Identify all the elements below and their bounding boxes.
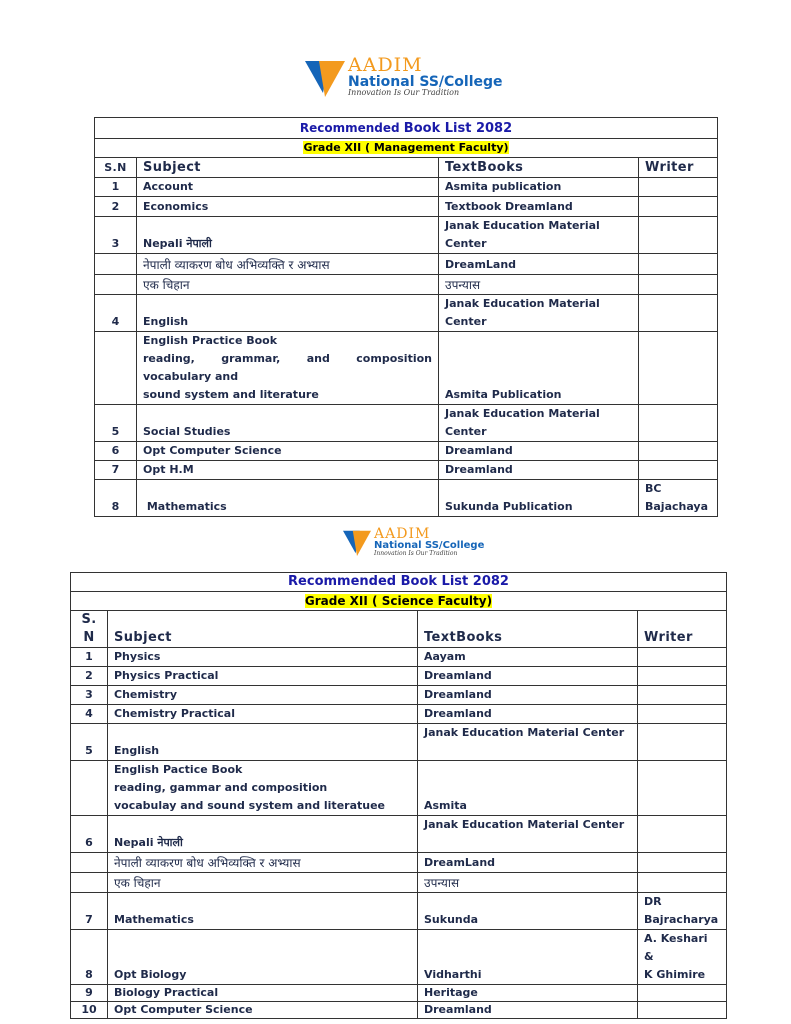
science-book-table (70, 572, 727, 1019)
table-row: 9 Biology Practical Heritage (71, 985, 727, 1002)
header-textbooks: TextBooks (439, 158, 639, 178)
table-row: 3 Chemistry Dreamland (71, 686, 727, 705)
logo-college-name: National SS/College (348, 74, 503, 90)
table-row: 3 Nepali नेपाली Janak Education Material Center (95, 217, 718, 254)
table-row: 1 Physics Aayam (71, 648, 727, 667)
logo-emblem-icon (305, 57, 345, 97)
logo-tagline: Innovation Is Our Tradition (348, 88, 460, 97)
logo-emblem-icon (343, 528, 371, 556)
table-row: 5 English Janak Education Material Center (71, 724, 727, 761)
table-row: 2 Physics Practical Dreamland (71, 667, 727, 686)
logo-college-name: National SS/College (374, 540, 485, 551)
table-row: 10 Opt Computer Science Dreamland (71, 1002, 727, 1019)
table-row: 8 Mathematics Sukunda Publication BC Bajachaya (95, 480, 718, 517)
table-row: नेपाली व्याकरण बोध अभिव्यक्ति र अभ्यास DreamLand (71, 853, 727, 873)
table-row: 6 Opt Computer Science Dreamland (95, 442, 718, 461)
table-row: 7 Mathematics Sukunda DR Bajracharya (71, 893, 727, 930)
table-row: 4 Chemistry Practical Dreamland (71, 705, 727, 724)
header-textbooks: TextBooks (418, 611, 638, 648)
logo-brand: AADIM (348, 54, 423, 76)
school-logo-2 (343, 527, 484, 557)
header-subject: Subject (108, 611, 418, 648)
science-table-title: Recommended Book List 2082 (71, 573, 727, 592)
header-subject: Subject (137, 158, 439, 178)
logo-tagline: Innovation Is Our Tradition (374, 550, 458, 557)
table-row: 4 English Janak Education Material Center (95, 295, 718, 332)
table-row: एक चिहान उपन्यास (95, 275, 718, 295)
management-book-table (94, 117, 718, 517)
table-row: 6 Nepali नेपाली Janak Education Material Center (71, 816, 727, 853)
management-grade-heading: Grade XII ( Management Faculty) (95, 139, 718, 158)
header-writer: Writer (638, 611, 727, 648)
table-row: 5 Social Studies Janak Education Material Center (95, 405, 718, 442)
logo-brand: AADIM (374, 526, 431, 542)
table-row: 8 Opt Biology Vidharthi A. Keshari & K Ghimire (71, 930, 727, 985)
header-sn: S. N (71, 611, 108, 648)
table-row: 1 Account Asmita publication (95, 178, 718, 197)
school-logo (305, 56, 503, 97)
header-sn: S.N (95, 158, 137, 178)
table-row: 7 Opt H.M Dreamland (95, 461, 718, 480)
table-row: English Pactice Book reading, gammar and composition vocabulay and sound system and literatuee Asmita (71, 761, 727, 816)
table-row: 2 Economics Textbook Dreamland (95, 197, 718, 217)
table-row: नेपाली व्याकरण बोध अभिव्यक्ति र अभ्यास DreamLand (95, 254, 718, 275)
management-table-title: Recommended Book List 2082 (95, 118, 718, 139)
header-writer: Writer (639, 158, 718, 178)
table-row: एक चिहान उपन्यास (71, 873, 727, 893)
table-row: English Practice Book reading, grammar, and composition vocabulary and sound system and literature Asmita Publication (95, 332, 718, 405)
science-grade-heading: Grade XII ( Science Faculty) (71, 592, 727, 611)
